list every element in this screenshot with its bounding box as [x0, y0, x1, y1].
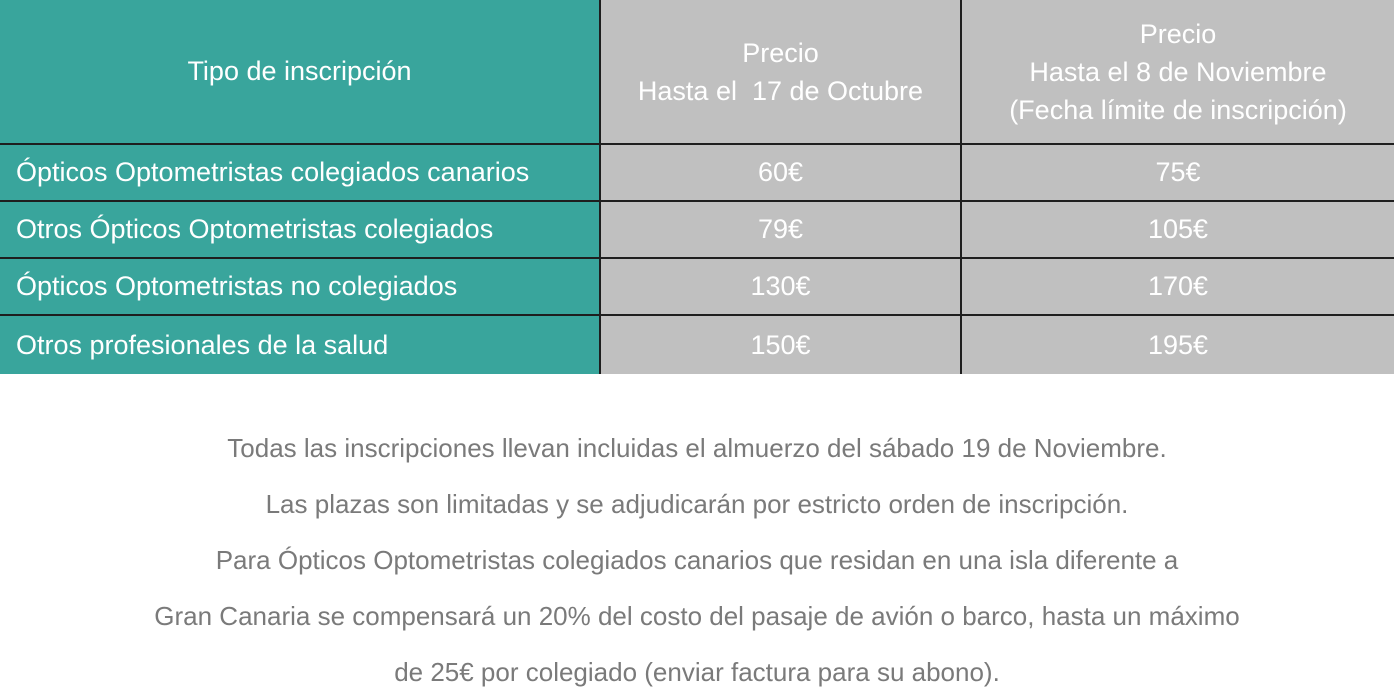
header-price-b-line-1: Precio	[1139, 18, 1217, 49]
table-header-row	[0, 0, 1394, 144]
price-early: 60€	[600, 144, 961, 201]
note-limited-places: Las plazas son limitadas y se adjudicarán por estricto orden de inscripción.	[265, 489, 1129, 519]
price-late: 170€	[961, 258, 1394, 315]
table-row	[0, 144, 1394, 201]
header-price-a-line-2: Hasta el 17 de Octubre	[637, 75, 924, 106]
note-travel-compensation-2: Gran Canaria se compensará un 20% del costo del pasaje de avión o barco, hasta un máximo	[154, 601, 1240, 631]
note-lunch-included: Todas las inscripciones llevan incluidas el almuerzo del sábado 19 de Noviembre.	[227, 433, 1167, 463]
price-early: 130€	[600, 258, 961, 315]
header-price-a-line-1: Precio	[742, 37, 819, 68]
header-price-until-october-17	[600, 0, 961, 144]
price-late: 105€	[961, 201, 1394, 258]
row-label: Ópticos Optometristas no colegiados	[0, 258, 600, 315]
registration-notes	[0, 420, 1394, 700]
price-late: 195€	[961, 315, 1394, 374]
price-late: 75€	[961, 144, 1394, 201]
price-early: 150€	[600, 315, 961, 374]
row-label: Ópticos Optometristas colegiados canarios	[0, 144, 600, 201]
table-row	[0, 315, 1394, 374]
header-price-until-november-8	[961, 0, 1394, 144]
note-travel-compensation-3: de 25€ por colegiado (enviar factura para su abono).	[394, 657, 1000, 687]
header-price-b-line-3: (Fecha límite de inscripción)	[1009, 94, 1347, 125]
header-price-b-line-2: Hasta el 8 de Noviembre	[1029, 56, 1327, 87]
note-travel-compensation-1: Para Ópticos Optometristas colegiados canarios que residan en una isla diferente a	[215, 545, 1179, 575]
header-registration-type: Tipo de inscripción	[0, 0, 600, 144]
row-label: Otros profesionales de la salud	[0, 315, 600, 374]
row-label: Otros Ópticos Optometristas colegiados	[0, 201, 600, 258]
price-early: 79€	[600, 201, 961, 258]
table-row	[0, 258, 1394, 315]
table-row	[0, 201, 1394, 258]
